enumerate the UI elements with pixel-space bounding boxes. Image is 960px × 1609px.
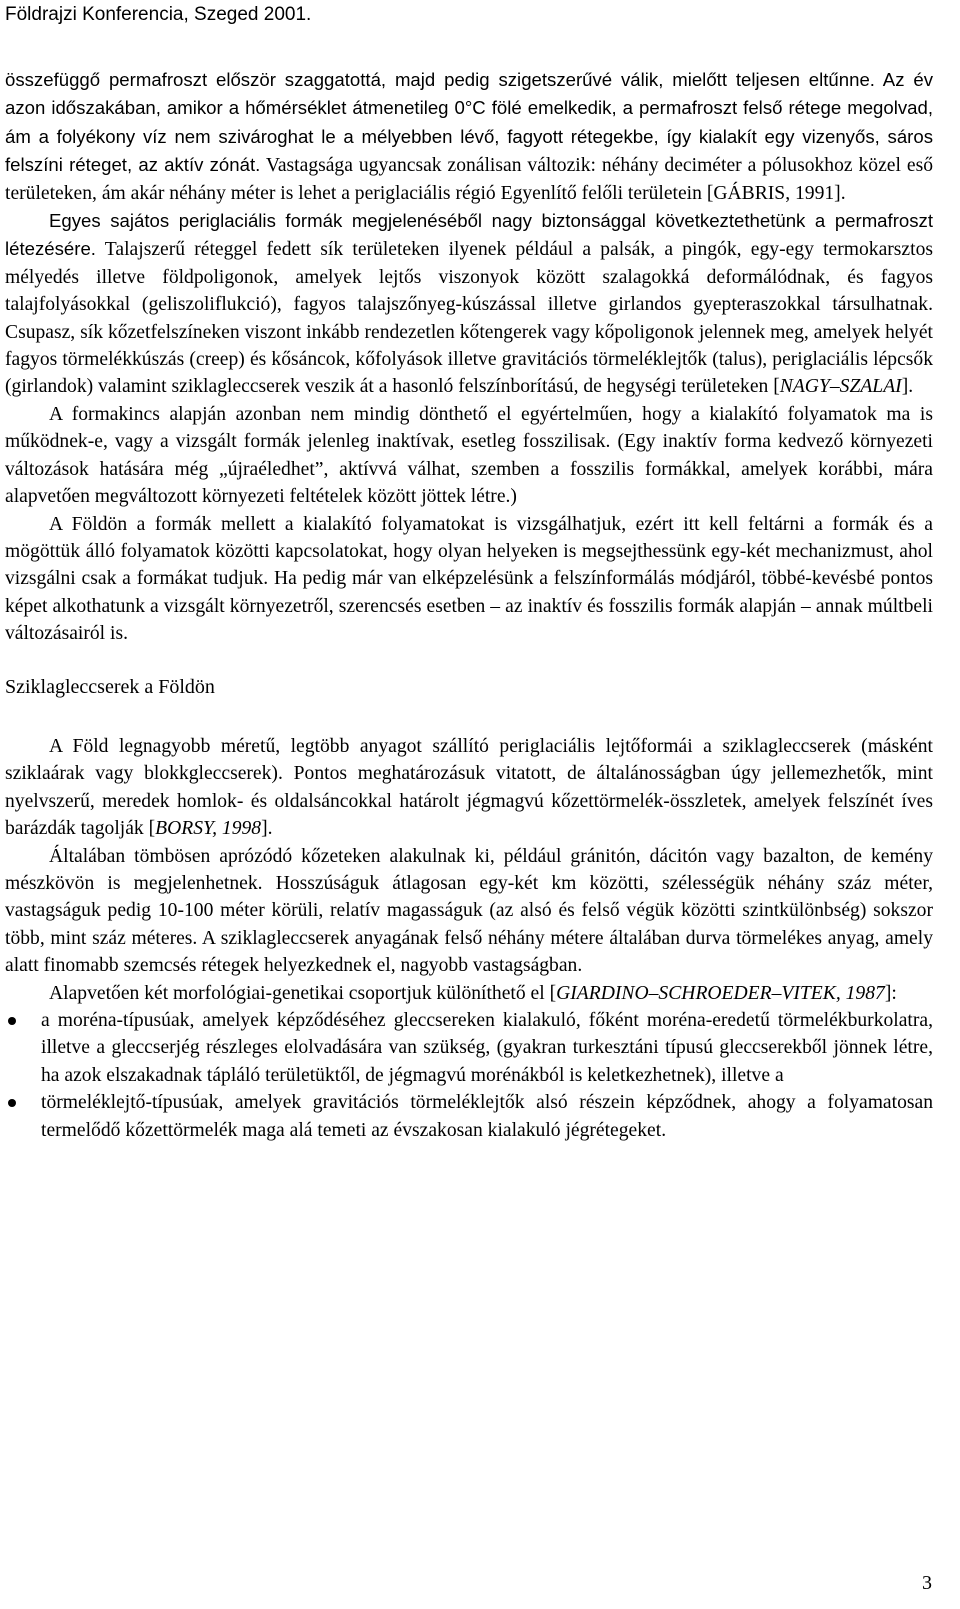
list-item xyxy=(5,1007,933,1089)
document-body xyxy=(5,66,933,1144)
paragraph-sans-text: Egyes sajátos periglaciális formák megjelenéséből nagy biztonsággal következtethetünk a permafroszt létezésére. xyxy=(5,210,933,260)
bullet-list xyxy=(5,1007,933,1144)
paragraph-text: Alapvetően két morfológiai-genetikai csoportjuk különíthető el [ xyxy=(49,982,557,1004)
list-item-text: a moréna-típusúak, amelyek képződéséhez gleccsereken kialakuló, főként moréna-eredetű törmelékburkolatra, illetve a gleccserjég részleges elolvadására van szükség, (gyakran turkesztáni típusú gleccserekből jönnek létre, ha azok elszakadnak tápláló területüktől, de jégmagvú morénákból is keletkezhetnek), illetve a xyxy=(41,1010,933,1086)
paragraph-text: ]. xyxy=(901,376,914,398)
paragraph-earth-processes: A Földön a formák mellett a kialakító folyamatokat is vizsgálhatjuk, ezért itt kell feltárni a formák és a mögöttük álló folyamatok közötti kapcsolatokat, hogy olyan helyeken is megsejthessünk egy-két mechanizmust, ahol vizsgálni csak a formákat tudjuk. Ha pedig már van elképzelésünk a felszínformálás módjáról, többé-kevésbé pontos képet alkothatunk a vizsgált környezetről, szerencsés esetben – az inaktív és fosszilis formák alapján – annak múltbeli változásairól is. xyxy=(5,513,933,645)
bullet-icon xyxy=(8,1017,16,1025)
paragraph-permafrost-zones xyxy=(5,66,933,207)
citation: BORSY, 1998 xyxy=(155,818,262,840)
paragraph-text: Talajszerű réteggel fedett sík területeken ilyenek például a palsák, a pingók, egy-egy termokarsztos mélyedés illetve földpoligonok, amelyek lejtős viszonyok között szalagokká deformálódnak, és fagyos talajfolyásokkal (geliszoliflukció), fagyos talajszőnyeg-kúszással illetve girlandos gyepteraszokkal társulhatnak. Csupasz, sík kőzetfelszíneken viszont inkább rendezetlen kőtengerek vagy kőpoligonok jelennek meg, amelyek helyét fagyos törmelékkúszás (creep) és kősáncok, kőfolyások illetve gravitációs törmeléklejtők (talus), periglaciális lépcsők (girlandok) valamint sziklagleccserek veszik át a hasonló felszínborítású, de hegységi területeken [ xyxy=(5,239,933,398)
paragraph-text: A Föld legnagyobb méretű, legtöbb anyagot szállító periglaciális lejtőformái a sziklagleccserek (másként sziklaárak vagy blokkgleccserek). Pontos meghatározásuk vitatott, de általánosságban úgy jellemezhetők, mint nyelvszerű, meredek homlok- és oldalsáncokkal határolt jégmagvú kőzettörmelék-összletek, amelyek felszínét íves barázdák tagolják [ xyxy=(5,735,933,840)
paragraph-groups-intro xyxy=(5,980,933,1007)
paragraph-sans-text: összefüggő permafroszt először szaggatottá, majd pedig szigetszerűvé válik, mielőtt teljesen eltűnne. Az év azon időszakában, amikor a hőmérséklet átmenetileg 0°C fölé emelkedik, a permafroszt felső rétege megolvad, ám a folyékony víz nem szivároghat le a mélyebben lévő, fagyott rétegekbe, így kialakít egy vizenyős, sáros felszíni réteget, az aktív zónát. xyxy=(5,69,933,176)
citation: GIARDINO–SCHROEDER–VITEK, 1987 xyxy=(556,982,885,1004)
paragraph-rock-glaciers-definition xyxy=(5,733,933,843)
list-item-text: törmeléklejtő-típusúak, amelyek gravitációs törmeléklejtők alsó részein képződnek, ahogy a folyamatosan termelődő kőzettörmelék maga alá temeti az évszakosan kialakuló jégrétegeket. xyxy=(41,1092,933,1141)
paragraph-text: Vastagsága ugyancsak zonálisan változik: néhány deciméter a pólusokhoz közel eső területeken, ám akár néhány méter is lehet a periglaciális régió Egyenlítő felőli területein [GÁBRIS, 1991]. xyxy=(5,155,933,204)
section-heading: Sziklagleccserek a Földön xyxy=(5,675,215,698)
paragraph-rock-glaciers-properties: Általában tömbösen aprózódó kőzeteken alakulnak ki, például gránitón, dácitón vagy bazalton, de kemény mészkövön is megjelenhetnek. Hosszúságuk átlagosan egy-két km közötti, szélességük néhány száz méter, vastagságuk pedig 10-100 méter körüli, relatív magasságuk (az alsó és felső végük közötti szintkülönbség) sokszor több, mint száz méteres. A sziklagleccserek anyagának felső néhány métere általában durva törmelékes anyag, amely alatt finomabb szemcsés rétegek helyezkednek el, nagyobb vastagságban. xyxy=(5,845,933,977)
running-header: Földrajzi Konferencia, Szeged 2001. xyxy=(5,4,312,25)
paragraph-text: ]. xyxy=(261,818,273,840)
citation: NAGY–SZALAI xyxy=(779,376,902,398)
bullet-icon xyxy=(8,1099,16,1107)
paragraph-text: ]: xyxy=(884,982,897,1004)
page-number: 3 xyxy=(922,1572,932,1594)
paragraph-form-inventory: A formakincs alapján azonban nem mindig dönthető el egyértelműen, hogy a kialakító folyamatok ma is működnek-e, vagy a vizsgált formák jelenleg inaktívak, esetleg fosszilisak. (Egy inaktív forma kedvező környezeti változások hatására még „újraéledhet”, aktívvá válhat, szemben a fosszilis formákkal, amelyek korábbi, mára alapvetően megváltozott környezeti feltételek között jöttek létre.) xyxy=(5,403,933,508)
paragraph-periglacial-forms xyxy=(5,207,933,401)
list-item xyxy=(5,1089,933,1144)
